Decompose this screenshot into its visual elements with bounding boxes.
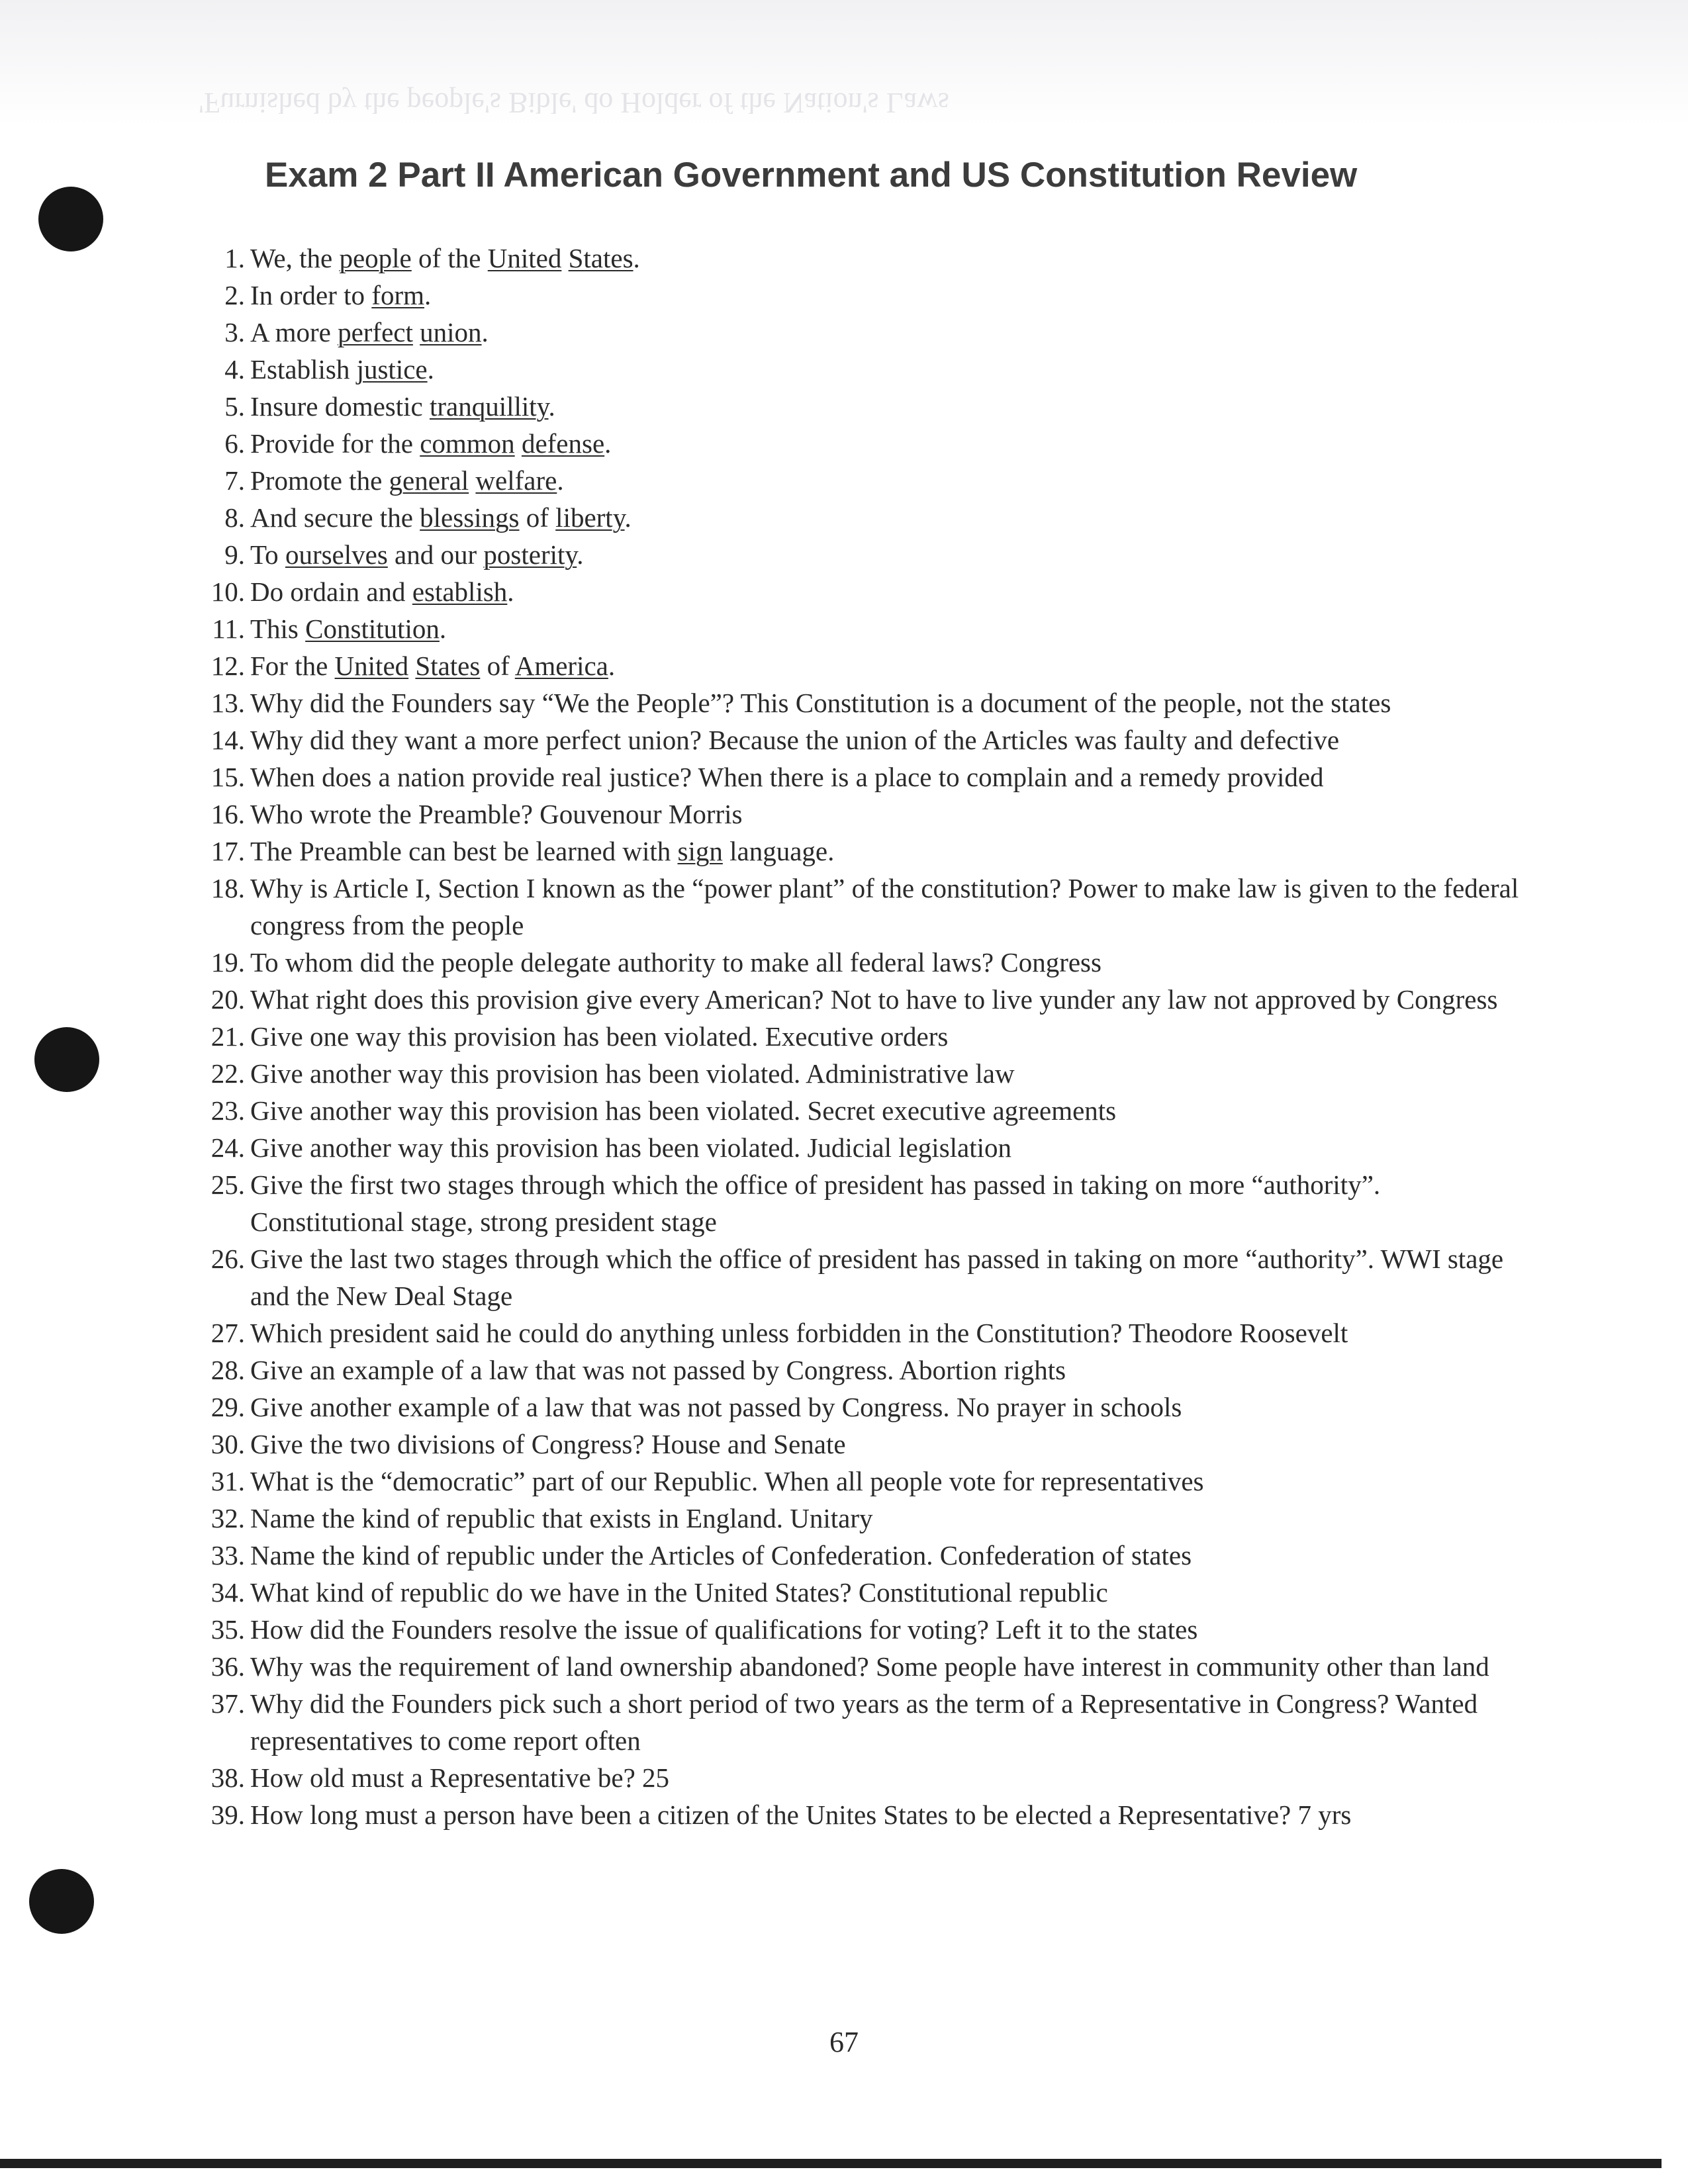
question-number: 34.	[211, 1577, 245, 1608]
question-number: 4.	[224, 354, 245, 385]
question-item	[199, 1055, 1523, 1092]
question-text: Why is Article I, Section I known as the “power plant” of the constitution? Power to make law is given to the federal congress from the people	[250, 873, 1519, 940]
question-item	[199, 573, 1523, 610]
question-item	[199, 1426, 1523, 1463]
question-number: 14.	[211, 725, 245, 755]
question-number: 6.	[224, 428, 245, 459]
question-number: 20.	[211, 984, 245, 1015]
underlined-answer: general	[389, 465, 469, 496]
question-number: 10.	[211, 576, 245, 607]
question-item	[199, 1574, 1523, 1611]
question-number: 29.	[211, 1392, 245, 1422]
bleed-through-text: 'Furnished by the people's Bible' do Holder of the Nation's Laws	[199, 87, 949, 119]
question-text: .	[548, 391, 555, 422]
question-text: .	[608, 651, 616, 681]
question-number: 35.	[211, 1614, 245, 1645]
question-number: 30.	[211, 1429, 245, 1459]
question-number: 21.	[211, 1021, 245, 1052]
question-text: Give one way this provision has been violated. Executive orders	[250, 1021, 949, 1052]
question-item	[199, 1240, 1523, 1314]
question-number: 37.	[211, 1688, 245, 1719]
question-item	[199, 277, 1523, 314]
question-number: 36.	[211, 1651, 245, 1682]
question-item	[199, 944, 1523, 981]
question-text: .	[427, 354, 434, 385]
question-item	[199, 388, 1523, 425]
question-item	[199, 1500, 1523, 1537]
question-number: 8.	[224, 502, 245, 533]
question-text: How old must a Representative be? 25	[250, 1762, 670, 1793]
question-text: .	[624, 502, 632, 533]
question-item	[199, 1092, 1523, 1129]
question-number: 28.	[211, 1355, 245, 1385]
question-item	[199, 1537, 1523, 1574]
question-text	[408, 651, 415, 681]
question-text: Give the two divisions of Congress? House and Senate	[250, 1429, 846, 1459]
question-text: Give an example of a law that was not passed by Congress. Abortion rights	[250, 1355, 1066, 1385]
question-item	[199, 499, 1523, 536]
question-number: 5.	[224, 391, 245, 422]
question-item	[199, 647, 1523, 684]
underlined-answer: Constitution	[305, 614, 440, 644]
question-number: 13.	[211, 688, 245, 718]
underlined-answer: United	[334, 651, 409, 681]
question-item	[199, 1463, 1523, 1500]
underlined-answer: justice	[356, 354, 428, 385]
question-item	[199, 1166, 1523, 1240]
question-text: We, the	[250, 243, 340, 273]
underlined-answer: form	[371, 280, 425, 310]
question-text: .	[557, 465, 564, 496]
question-text: And secure the	[250, 502, 420, 533]
question-number: 31.	[211, 1466, 245, 1496]
question-number: 12.	[211, 651, 245, 681]
underlined-answer: welfare	[475, 465, 557, 496]
underlined-answer: common	[420, 428, 515, 459]
question-text: To whom did the people delegate authority to make all federal laws? Congress	[250, 947, 1102, 978]
question-text: This	[250, 614, 306, 644]
question-item	[199, 796, 1523, 833]
question-item	[199, 1685, 1523, 1759]
page-title: Exam 2 Part II American Government and US Constitution Review	[265, 156, 1358, 195]
question-item	[199, 1759, 1523, 1796]
question-text: Promote the	[250, 465, 389, 496]
question-text: In order to	[250, 280, 372, 310]
question-text: Give another way this provision has been violated. Judicial legislation	[250, 1132, 1012, 1163]
question-text: Who wrote the Preamble? Gouvenour Morris	[250, 799, 743, 829]
question-number: 19.	[211, 947, 245, 978]
question-item	[199, 1648, 1523, 1685]
underlined-answer: posterity	[483, 539, 577, 570]
question-text: Why did the Founders say “We the People”? This Constitution is a document of the people, not the states	[250, 688, 1391, 718]
question-number: 33.	[211, 1540, 245, 1570]
question-text: A more	[250, 317, 338, 347]
question-text: What right does this provision give every American? Not to have to live yunder any law not approved by Congress	[250, 984, 1498, 1015]
question-item	[199, 1314, 1523, 1351]
question-text: .	[439, 614, 447, 644]
page-number: 67	[829, 2026, 859, 2058]
question-number: 32.	[211, 1503, 245, 1533]
question-text: Name the kind of republic that exists in England. Unitary	[250, 1503, 873, 1533]
question-item	[199, 425, 1523, 462]
question-number: 16.	[211, 799, 245, 829]
question-item	[199, 1611, 1523, 1648]
question-text: What kind of republic do we have in the United States? Constitutional republic	[250, 1577, 1108, 1608]
question-number: 17.	[211, 836, 245, 866]
question-text: Which president said he could do anything unless forbidden in the Constitution? Theodore Roosevelt	[250, 1318, 1348, 1348]
question-item	[199, 833, 1523, 870]
question-number: 3.	[224, 317, 245, 347]
question-text	[413, 317, 420, 347]
question-number: 25.	[211, 1169, 245, 1200]
question-item	[199, 1796, 1523, 1833]
underlined-answer: liberty	[555, 502, 625, 533]
underlined-answer: States	[415, 651, 481, 681]
question-text: Provide for the	[250, 428, 420, 459]
question-item	[199, 684, 1523, 721]
question-text: To	[250, 539, 285, 570]
question-number: 1.	[224, 243, 245, 273]
question-item	[199, 1018, 1523, 1055]
question-text: .	[604, 428, 612, 459]
question-number: 11.	[212, 614, 245, 644]
question-number: 9.	[224, 539, 245, 570]
underlined-answer: establish	[412, 576, 508, 607]
question-text: When does a nation provide real justice? When there is a place to complain and a remedy provided	[250, 762, 1324, 792]
question-text: .	[507, 576, 514, 607]
question-text: Give another example of a law that was not passed by Congress. No prayer in schools	[250, 1392, 1182, 1422]
question-text: Name the kind of republic under the Articles of Confederation. Confederation of states	[250, 1540, 1192, 1570]
underlined-answer: States	[568, 243, 633, 273]
question-number: 22.	[211, 1058, 245, 1089]
question-text: For the	[250, 651, 335, 681]
question-text	[561, 243, 568, 273]
question-item	[199, 1129, 1523, 1166]
question-text: language.	[722, 836, 835, 866]
question-text: Give the first two stages through which the office of president has passed in taking on more “authority”. Constitutional stage, strong president stage	[250, 1169, 1381, 1237]
question-text: Give another way this provision has been violated. Administrative law	[250, 1058, 1015, 1089]
question-text	[515, 428, 522, 459]
bottom-edge-bar	[0, 2159, 1662, 2168]
question-text: Give another way this provision has been violated. Secret executive agreements	[250, 1095, 1117, 1126]
question-item	[199, 462, 1523, 499]
question-number: 15.	[211, 762, 245, 792]
question-number: 26.	[211, 1244, 245, 1274]
question-text: Why did they want a more perfect union? Because the union of the Articles was faulty and defective	[250, 725, 1340, 755]
punch-hole-top	[38, 187, 103, 251]
underlined-answer: America	[514, 651, 608, 681]
question-item	[199, 870, 1523, 944]
question-number: 38.	[211, 1762, 245, 1793]
question-text: of	[519, 502, 556, 533]
question-number: 39.	[211, 1799, 245, 1830]
underlined-answer: blessings	[420, 502, 520, 533]
question-text: .	[424, 280, 432, 310]
question-text: .	[481, 317, 489, 347]
question-text	[469, 465, 475, 496]
question-item	[199, 610, 1523, 647]
question-text: The Preamble can best be learned with	[250, 836, 678, 866]
underlined-answer: sign	[677, 836, 723, 866]
question-text: .	[633, 243, 640, 273]
punch-hole-bottom	[29, 1869, 94, 1934]
question-item	[199, 536, 1523, 573]
question-text: What is the “democratic” part of our Republic. When all people vote for representatives	[250, 1466, 1204, 1496]
question-number: 7.	[224, 465, 245, 496]
question-item	[199, 721, 1523, 758]
question-number: 23.	[211, 1095, 245, 1126]
question-text: Give the last two stages through which the office of president has passed in taking on more “authority”. WWI stage and the New Deal Stage	[250, 1244, 1504, 1311]
question-item	[199, 314, 1523, 351]
question-text: of the	[411, 243, 488, 273]
underlined-answer: people	[339, 243, 412, 273]
question-item	[199, 1388, 1523, 1426]
underlined-answer: tranquillity	[429, 391, 549, 422]
question-list	[199, 240, 1523, 1833]
question-text: .	[577, 539, 584, 570]
question-number: 18.	[211, 873, 245, 903]
question-text: and our	[387, 539, 484, 570]
question-text: Establish	[250, 354, 357, 385]
question-text: Why did the Founders pick such a short period of two years as the term of a Representative in Congress? Wanted representatives to come report often	[250, 1688, 1478, 1756]
underlined-answer: defense	[521, 428, 605, 459]
question-item	[199, 351, 1523, 388]
question-item	[199, 1351, 1523, 1388]
underlined-answer: union	[420, 317, 482, 347]
question-text: How did the Founders resolve the issue of qualifications for voting? Left it to the states	[250, 1614, 1198, 1645]
question-item	[199, 981, 1523, 1018]
question-text: Insure domestic	[250, 391, 430, 422]
punch-hole-middle	[34, 1027, 99, 1092]
question-text: Do ordain and	[250, 576, 412, 607]
question-text: of	[480, 651, 515, 681]
question-item	[199, 240, 1523, 277]
underlined-answer: ourselves	[285, 539, 388, 570]
question-item	[199, 758, 1523, 796]
question-number: 27.	[211, 1318, 245, 1348]
question-number: 2.	[224, 280, 245, 310]
question-text: How long must a person have been a citizen of the Unites States to be elected a Representative? 7 yrs	[250, 1799, 1352, 1830]
underlined-answer: perfect	[338, 317, 413, 347]
question-number: 24.	[211, 1132, 245, 1163]
question-text: Why was the requirement of land ownership abandoned? Some people have interest in community other than land	[250, 1651, 1489, 1682]
underlined-answer: United	[487, 243, 562, 273]
